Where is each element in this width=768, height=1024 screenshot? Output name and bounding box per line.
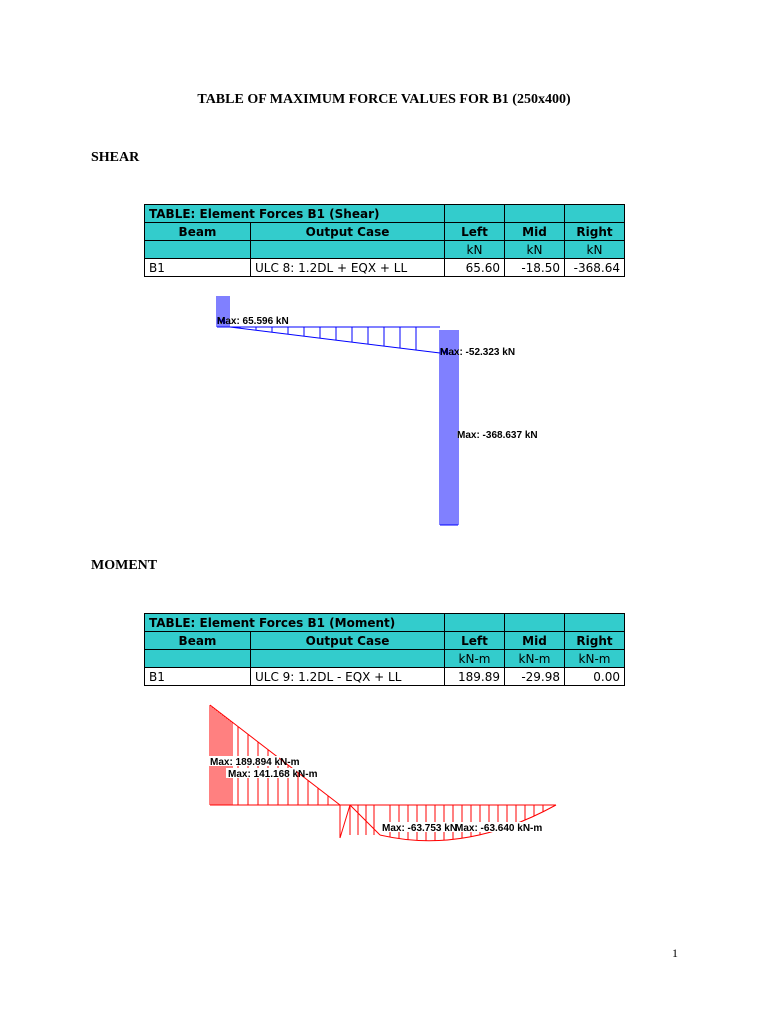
table-header-row <box>145 223 625 241</box>
cell-beam: B1 <box>145 259 251 277</box>
cell-right: -368.64 <box>565 259 625 277</box>
shear-heading: SHEAR <box>91 150 140 165</box>
shear-table <box>144 204 625 277</box>
cell-left: 65.60 <box>445 259 505 277</box>
shear-slope <box>230 327 440 353</box>
shear-diagram <box>200 290 580 530</box>
col-beam: Beam <box>145 223 251 241</box>
page-number: 1 <box>672 946 678 960</box>
col-output-case: Output Case <box>251 223 445 241</box>
unit-left: kN <box>445 241 505 259</box>
moment-heading: MOMENT <box>91 558 158 573</box>
shear-diagram-lines <box>217 296 458 525</box>
col-right: Right <box>565 632 625 650</box>
cell-output-case: ULC 8: 1.2DL + EQX + LL <box>251 259 445 277</box>
moment-diagram <box>200 700 580 850</box>
cell-output-case: ULC 9: 1.2DL - EQX + LL <box>251 668 445 686</box>
col-left: Left <box>445 223 505 241</box>
col-mid: Mid <box>505 632 565 650</box>
cell-left: 189.89 <box>445 668 505 686</box>
moment-label-max-neg-1: Max: -63.753 kN <box>382 823 458 834</box>
table-row <box>145 259 625 277</box>
table-units-row <box>145 650 625 668</box>
moment-table <box>144 613 625 686</box>
shear-label-max-left: Max: 65.596 kN <box>217 316 289 327</box>
table-units-row <box>145 241 625 259</box>
moment-label-max-neg-2: Max: -63.640 kN-m <box>455 823 543 834</box>
unit-mid: kN <box>505 241 565 259</box>
moment-label-max-left: Max: 189.894 kN-m <box>210 757 300 768</box>
cell-mid: -29.98 <box>505 668 565 686</box>
col-mid: Mid <box>505 223 565 241</box>
table-header-row <box>145 632 625 650</box>
col-left: Left <box>445 632 505 650</box>
col-right: Right <box>565 223 625 241</box>
col-beam: Beam <box>145 632 251 650</box>
cell-right: 0.00 <box>565 668 625 686</box>
cell-mid: -18.50 <box>505 259 565 277</box>
moment-negative-edge <box>350 805 380 835</box>
moment-negative-edge <box>340 805 350 838</box>
table-caption-row <box>145 205 625 223</box>
page-title: TABLE OF MAXIMUM FORCE VALUES FOR B1 (250x400) <box>197 92 571 107</box>
unit-mid: kN-m <box>505 650 565 668</box>
cell-beam: B1 <box>145 668 251 686</box>
table-caption: TABLE: Element Forces B1 (Moment) <box>145 614 445 632</box>
unit-right: kN <box>565 241 625 259</box>
unit-right: kN-m <box>565 650 625 668</box>
col-output-case: Output Case <box>251 632 445 650</box>
shear-label-max-right: Max: -368.637 kN <box>457 430 538 441</box>
table-row <box>145 668 625 686</box>
table-caption: TABLE: Element Forces B1 (Shear) <box>145 205 445 223</box>
unit-left: kN-m <box>445 650 505 668</box>
table-caption-row <box>145 614 625 632</box>
shear-label-max-mid: Max: -52.323 kN <box>440 347 516 358</box>
moment-label-max-second: Max: 141.168 kN-m <box>228 769 318 780</box>
